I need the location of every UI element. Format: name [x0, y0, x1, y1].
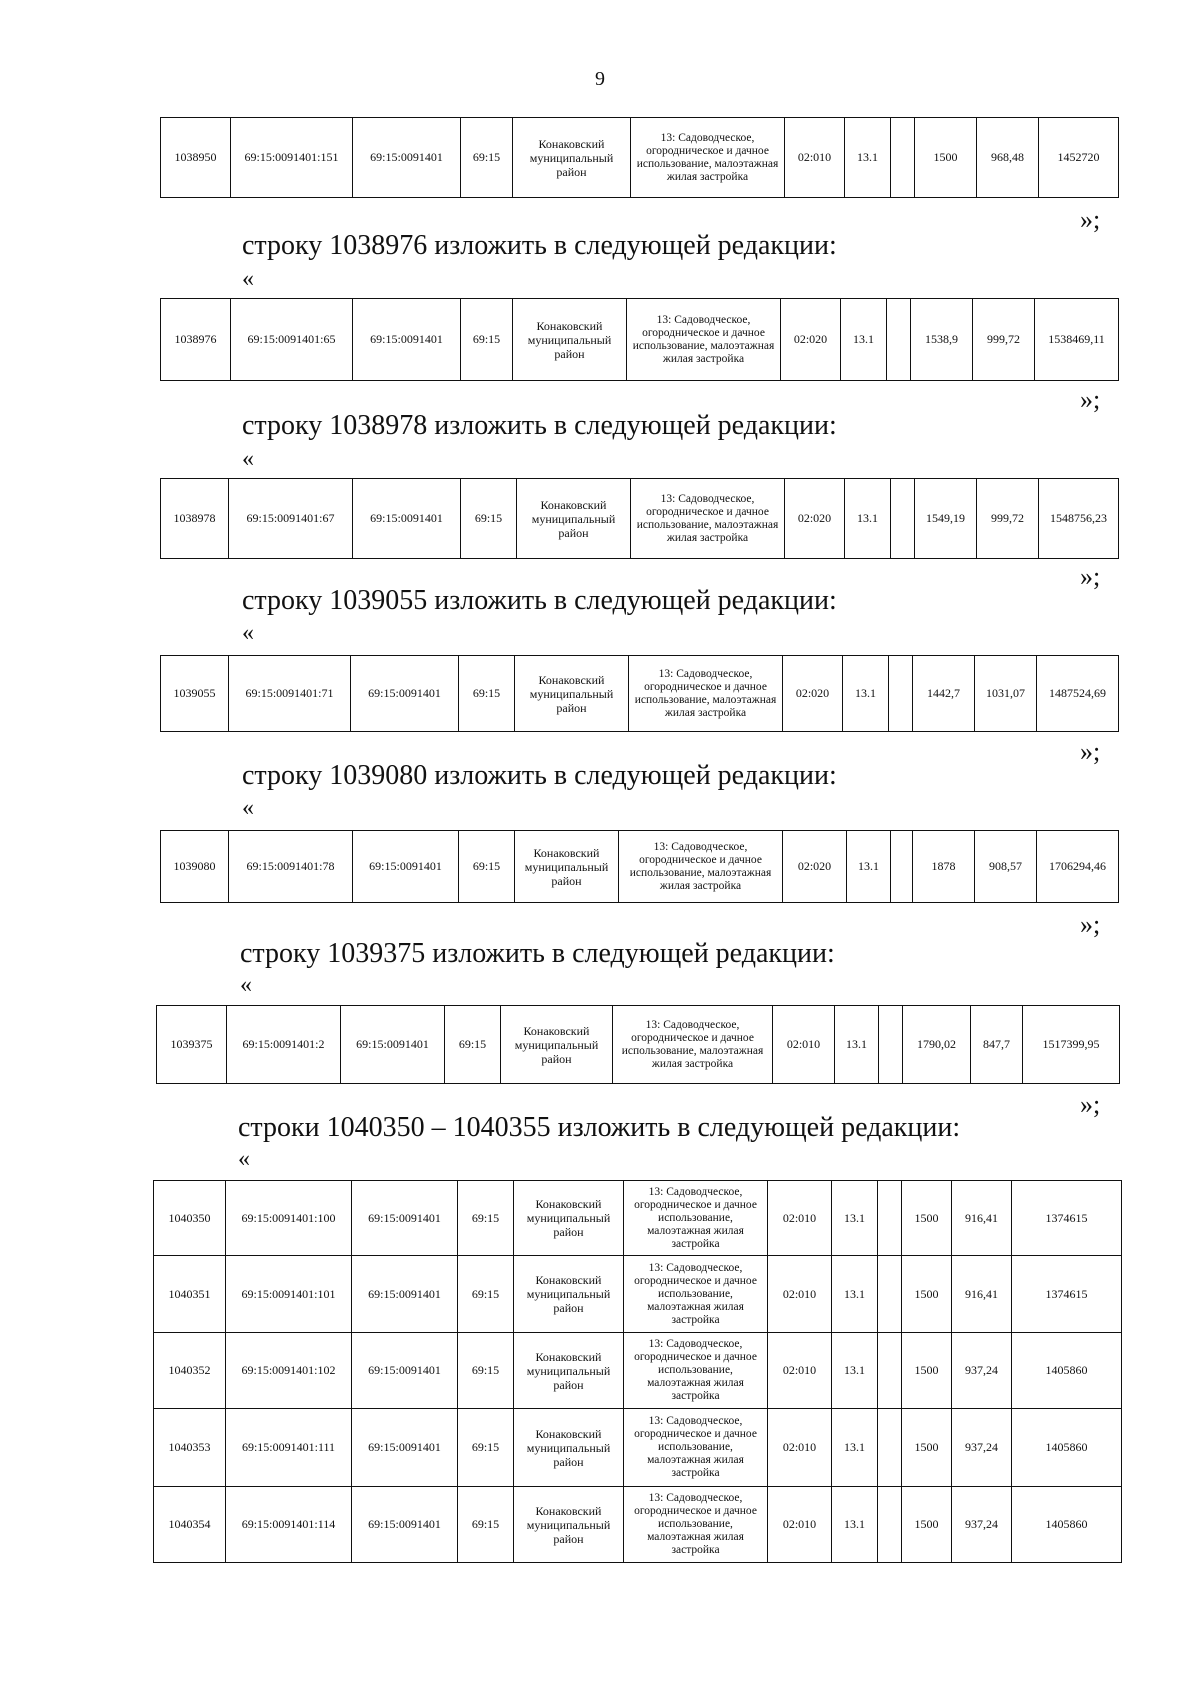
cell-group: 13.1 [835, 1006, 879, 1084]
section-heading: строки 1040350 – 1040355 изложить в следующей редакции: [238, 1112, 961, 1143]
cell-district: Конаковский муниципальный район [515, 656, 629, 732]
cell-quarter: 69:15:0091401 [352, 1333, 458, 1409]
cell-cadastral: 69:15:0091401:65 [231, 299, 353, 381]
cell-empty [889, 656, 913, 732]
cell-rate: 916,41 [952, 1181, 1012, 1256]
cell-group: 13.1 [832, 1333, 878, 1409]
cell-district-code: 69:15 [461, 118, 513, 198]
table-row [157, 1006, 1120, 1084]
cell-empty [878, 1333, 902, 1409]
cell-code: 02:020 [783, 656, 843, 732]
cell-district: Конаковский муниципальный район [517, 479, 631, 559]
page-number: 9 [595, 68, 605, 90]
cell-quarter: 69:15:0091401 [352, 1181, 458, 1256]
cell-id: 1040352 [154, 1333, 226, 1409]
cell-value: 1517399,95 [1023, 1006, 1120, 1084]
cell-code: 02:010 [785, 118, 845, 198]
table-row [161, 118, 1119, 198]
cell-id: 1038978 [161, 479, 229, 559]
table-row [161, 831, 1119, 903]
cell-empty [891, 118, 915, 198]
cell-value: 1374615 [1012, 1256, 1122, 1333]
cell-land-use: 13: Садоводческое, огородническое и дачное использование, малоэтажная жилая застройка [629, 656, 783, 732]
cell-district-code: 69:15 [458, 1181, 514, 1256]
cell-district-code: 69:15 [458, 1409, 514, 1487]
cell-cadastral: 69:15:0091401:102 [226, 1333, 352, 1409]
opening-quote: « [242, 620, 254, 646]
cell-area: 1538,9 [911, 299, 973, 381]
cell-group: 13.1 [845, 118, 891, 198]
cell-district-code: 69:15 [458, 1487, 514, 1563]
cell-cadastral: 69:15:0091401:114 [226, 1487, 352, 1563]
table-section [160, 830, 1119, 903]
cell-land-use: 13: Садоводческое, огородническое и дачное использование, малоэтажная жилая застройка [624, 1181, 768, 1256]
cell-district-code: 69:15 [459, 831, 515, 903]
table-section [156, 1005, 1120, 1084]
cell-land-use: 13: Садоводческое, огородническое и дачное использование, малоэтажная жилая застройка [624, 1333, 768, 1409]
cell-code: 02:010 [773, 1006, 835, 1084]
cell-rate: 916,41 [952, 1256, 1012, 1333]
table-section [160, 298, 1119, 381]
cell-area: 1500 [902, 1409, 952, 1487]
cell-value: 1405860 [1012, 1333, 1122, 1409]
cell-land-use: 13: Садоводческое, огородническое и дачное использование, малоэтажная жилая застройка [624, 1409, 768, 1487]
cell-rate: 937,24 [952, 1333, 1012, 1409]
table-row [161, 656, 1119, 732]
cell-area: 1500 [902, 1487, 952, 1563]
cell-land-use: 13: Садоводческое, огородническое и дачное использование, малоэтажная жилая застройка [631, 118, 785, 198]
cell-cadastral: 69:15:0091401:2 [227, 1006, 341, 1084]
cell-group: 13.1 [841, 299, 887, 381]
cell-district: Конаковский муниципальный район [514, 1333, 624, 1409]
table-row [154, 1487, 1122, 1563]
cell-land-use: 13: Садоводческое, огородническое и дачное использование, малоэтажная жилая застройка [624, 1487, 768, 1563]
cell-group: 13.1 [847, 831, 891, 903]
cell-quarter: 69:15:0091401 [351, 656, 459, 732]
cell-district-code: 69:15 [459, 656, 515, 732]
cell-rate: 847,7 [971, 1006, 1023, 1084]
section-heading: строку 1039080 изложить в следующей редакции: [242, 760, 837, 791]
cell-land-use: 13: Садоводческое, огородническое и дачное использование, малоэтажная жилая застройка [613, 1006, 773, 1084]
cell-cadastral: 69:15:0091401:111 [226, 1409, 352, 1487]
cell-land-use: 13: Садоводческое, огородническое и дачное использование, малоэтажная жилая застройка [631, 479, 785, 559]
opening-quote: « [240, 972, 252, 998]
cell-code: 02:020 [785, 479, 845, 559]
cell-group: 13.1 [832, 1487, 878, 1563]
table-section [160, 655, 1119, 732]
table-first [160, 117, 1119, 198]
cell-empty [878, 1181, 902, 1256]
cell-land-use: 13: Садоводческое, огородническое и дачное использование, малоэтажная жилая застройка [619, 831, 783, 903]
cell-area: 1549,19 [915, 479, 977, 559]
cell-quarter: 69:15:0091401 [352, 1409, 458, 1487]
table-row [154, 1181, 1122, 1256]
table-row [161, 479, 1119, 559]
cell-id: 1040353 [154, 1409, 226, 1487]
cell-district-code: 69:15 [461, 299, 513, 381]
cell-rate: 1031,07 [975, 656, 1037, 732]
cell-value: 1487524,69 [1037, 656, 1119, 732]
cell-code: 02:010 [768, 1181, 832, 1256]
cell-rate: 937,24 [952, 1409, 1012, 1487]
table-section [153, 1180, 1122, 1563]
opening-quote: « [242, 795, 254, 821]
cell-value: 1706294,46 [1037, 831, 1119, 903]
cell-value: 1374615 [1012, 1181, 1122, 1256]
table-row [154, 1256, 1122, 1333]
closing-quote: »; [1080, 1090, 1101, 1119]
cell-cadastral: 69:15:0091401:67 [229, 479, 353, 559]
cell-code: 02:020 [781, 299, 841, 381]
closing-quote: »; [1080, 910, 1101, 939]
cell-code: 02:010 [768, 1333, 832, 1409]
cell-quarter: 69:15:0091401 [353, 118, 461, 198]
cell-value: 1538469,11 [1035, 299, 1119, 381]
cell-cadastral: 69:15:0091401:78 [229, 831, 353, 903]
cell-quarter: 69:15:0091401 [352, 1256, 458, 1333]
cell-id: 1038950 [161, 118, 231, 198]
cell-empty [878, 1487, 902, 1563]
cell-district: Конаковский муниципальный район [514, 1409, 624, 1487]
cell-area: 1878 [913, 831, 975, 903]
cell-code: 02:010 [768, 1409, 832, 1487]
cell-area: 1500 [915, 118, 977, 198]
cell-id: 1040354 [154, 1487, 226, 1563]
table-row [161, 299, 1119, 381]
cell-group: 13.1 [832, 1181, 878, 1256]
cell-district: Конаковский муниципальный район [501, 1006, 613, 1084]
cell-quarter: 69:15:0091401 [353, 479, 461, 559]
cell-group: 13.1 [832, 1256, 878, 1333]
cell-district-code: 69:15 [461, 479, 517, 559]
cell-district: Конаковский муниципальный район [514, 1487, 624, 1563]
table-section [160, 478, 1119, 559]
cell-area: 1500 [902, 1256, 952, 1333]
cell-id: 1039055 [161, 656, 229, 732]
cell-rate: 937,24 [952, 1487, 1012, 1563]
cell-rate: 999,72 [977, 479, 1039, 559]
cell-empty [887, 299, 911, 381]
cell-district: Конаковский муниципальный район [513, 118, 631, 198]
cell-quarter: 69:15:0091401 [352, 1487, 458, 1563]
cell-district: Конаковский муниципальный район [513, 299, 627, 381]
cell-district-code: 69:15 [458, 1333, 514, 1409]
cell-group: 13.1 [843, 656, 889, 732]
cell-cadastral: 69:15:0091401:151 [231, 118, 353, 198]
cell-empty [891, 479, 915, 559]
cell-code: 02:020 [783, 831, 847, 903]
table-row [154, 1409, 1122, 1487]
cell-quarter: 69:15:0091401 [353, 299, 461, 381]
cell-id: 1039080 [161, 831, 229, 903]
cell-area: 1500 [902, 1333, 952, 1409]
table-row [154, 1333, 1122, 1409]
cell-rate: 999,72 [973, 299, 1035, 381]
closing-quote: »; [1080, 562, 1101, 591]
section-heading: строку 1039055 изложить в следующей редакции: [242, 585, 837, 616]
cell-group: 13.1 [845, 479, 891, 559]
cell-rate: 908,57 [975, 831, 1037, 903]
cell-value: 1548756,23 [1039, 479, 1119, 559]
cell-quarter: 69:15:0091401 [341, 1006, 445, 1084]
section-heading: строку 1038976 изложить в следующей редакции: [242, 230, 837, 261]
opening-quote: « [242, 266, 254, 292]
cell-quarter: 69:15:0091401 [353, 831, 459, 903]
cell-cadastral: 69:15:0091401:71 [229, 656, 351, 732]
cell-group: 13.1 [832, 1409, 878, 1487]
cell-id: 1040350 [154, 1181, 226, 1256]
cell-district-code: 69:15 [445, 1006, 501, 1084]
closing-quote: »; [1080, 385, 1101, 414]
cell-land-use: 13: Садоводческое, огородническое и дачное использование, малоэтажная жилая застройка [624, 1256, 768, 1333]
cell-area: 1442,7 [913, 656, 975, 732]
cell-district: Конаковский муниципальный район [514, 1256, 624, 1333]
cell-id: 1039375 [157, 1006, 227, 1084]
cell-district: Конаковский муниципальный район [514, 1181, 624, 1256]
cell-district: Конаковский муниципальный район [515, 831, 619, 903]
section-heading: строку 1039375 изложить в следующей редакции: [240, 938, 835, 969]
cell-value: 1405860 [1012, 1487, 1122, 1563]
cell-empty [879, 1006, 903, 1084]
section-heading: строку 1038978 изложить в следующей редакции: [242, 410, 837, 441]
cell-empty [878, 1256, 902, 1333]
cell-value: 1405860 [1012, 1409, 1122, 1487]
cell-area: 1790,02 [903, 1006, 971, 1084]
closing-quote: »; [1080, 205, 1101, 234]
cell-value: 1452720 [1039, 118, 1119, 198]
closing-quote: »; [1080, 737, 1101, 766]
cell-district-code: 69:15 [458, 1256, 514, 1333]
cell-empty [891, 831, 913, 903]
cell-land-use: 13: Садоводческое, огородническое и дачное использование, малоэтажная жилая застройка [627, 299, 781, 381]
cell-area: 1500 [902, 1181, 952, 1256]
opening-quote: « [238, 1146, 250, 1172]
cell-cadastral: 69:15:0091401:100 [226, 1181, 352, 1256]
cell-rate: 968,48 [977, 118, 1039, 198]
cell-cadastral: 69:15:0091401:101 [226, 1256, 352, 1333]
cell-id: 1038976 [161, 299, 231, 381]
cell-code: 02:010 [768, 1256, 832, 1333]
cell-id: 1040351 [154, 1256, 226, 1333]
cell-empty [878, 1409, 902, 1487]
cell-code: 02:010 [768, 1487, 832, 1563]
opening-quote: « [242, 446, 254, 472]
